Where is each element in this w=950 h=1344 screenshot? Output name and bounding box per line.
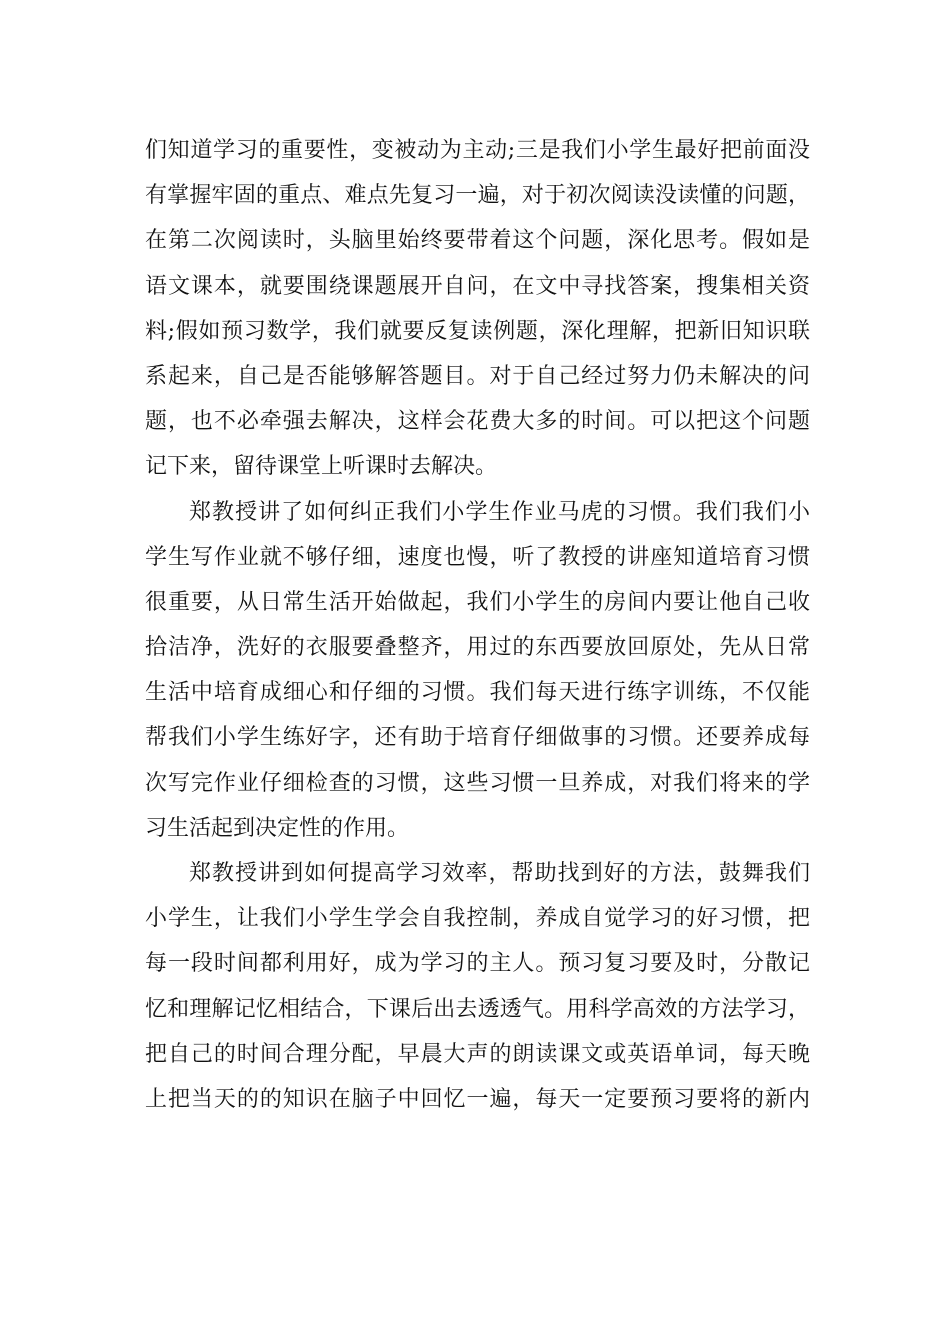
paragraph-1 [145, 128, 810, 490]
text-line: 习生活起到决定性的作用。 [145, 815, 410, 841]
text-line: 有掌握牢固的重点、难点先复习一遍，对于初次阅读没读懂的问题， [145, 183, 810, 209]
text-line: 把自己的时间合理分配，早晨大声的朗读课文或英语单词，每天晚 [145, 1041, 810, 1067]
text-line: 帮我们小学生练好字，还有助于培育仔细做事的习惯。还要养成每 [145, 725, 810, 751]
text-line: 在第二次阅读时，头脑里始终要带着这个问题，深化思考。假如是 [145, 228, 810, 254]
paragraph-3 [145, 851, 810, 1122]
paragraph-2 [145, 490, 810, 852]
text-line: 上把当天的的知识在脑子中回忆一遍，每天一定要预习要将的新内 [145, 1086, 810, 1112]
text-line: 生活中培育成细心和仔细的习惯。我们每天进行练字训练，不仅能 [145, 680, 810, 706]
text-line: 学生写作业就不够仔细，速度也慢，听了教授的讲座知道培育习惯 [145, 544, 810, 570]
text-line: 郑教授讲了如何纠正我们小学生作业马虎的习惯。我们我们小 [189, 499, 810, 525]
text-line: 题，也不必牵强去解决，这样会花费大多的时间。可以把这个问题 [145, 409, 810, 435]
text-line: 系起来，自己是否能够解答题目。对于自己经过努力仍未解决的问 [145, 363, 810, 389]
text-line: 郑教授讲到如何提高学习效率，帮助找到好的方法，鼓舞我们 [189, 861, 810, 886]
text-line: 拾洁净，洗好的衣服要叠整齐，用过的东西要放回原处，先从日常 [145, 635, 810, 661]
text-line: 料;假如预习数学，我们就要反复读例题，深化理解，把新旧知识联 [145, 318, 810, 344]
text-line: 小学生，让我们小学生学会自我控制，养成自觉学习的好习惯，把 [145, 906, 810, 932]
text-line: 记下来，留待课堂上听课时去解决。 [145, 454, 498, 480]
text-line: 们知道学习的重要性，变被动为主动;三是我们小学生最好把前面没 [145, 138, 810, 163]
text-line: 次写完作业仔细检查的习惯，这些习惯一旦养成，对我们将来的学 [145, 770, 810, 796]
text-line: 语文课本，就要围绕课题展开自问，在文中寻找答案，搜集相关资 [145, 273, 810, 299]
text-line: 很重要，从日常生活开始做起，我们小学生的房间内要让他自己收 [145, 589, 810, 615]
document-body [145, 128, 810, 1122]
text-line: 每一段时间都利用好，成为学习的主人。预习复习要及时，分散记 [145, 951, 810, 977]
text-line: 忆和理解记忆相结合，下课后出去透透气。用科学高效的方法学习， [145, 996, 810, 1022]
